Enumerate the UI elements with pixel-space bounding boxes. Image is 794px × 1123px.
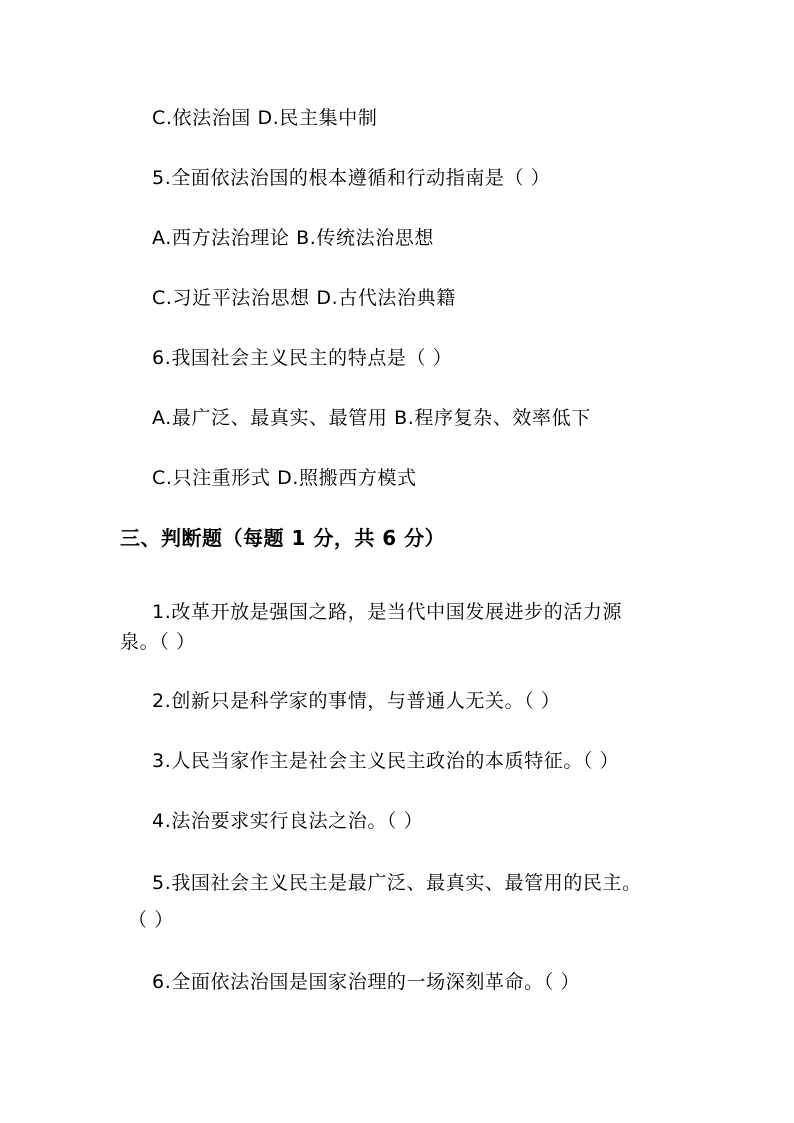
tf-item-3: 3.人民当家作主是社会主义民主政治的本质特征。（ ） (152, 750, 620, 772)
q5-options-ab: A.西方法治理论 B.传统法治思想 (152, 227, 435, 249)
tf-item-1-line2: 泉。（ ） (120, 631, 196, 653)
tf-item-2: 2.创新只是科学家的事情，与普通人无关。（ ） (152, 690, 561, 712)
q6-stem: 6.我国社会主义民主的特点是（ ） (152, 347, 453, 369)
tf-item-4: 4.法治要求实行良法之治。（ ） (152, 810, 424, 832)
tf-item-1-line1: 1.改革开放是强国之路，是当代中国发展进步的活力源 (152, 601, 623, 623)
section-heading: 三、判断题（每题 1 分，共 6 分） (120, 526, 446, 550)
q6-options-cd: C.只注重形式 D.照搬西方模式 (152, 467, 417, 489)
tf-item-5-line2: （ ） (128, 909, 174, 931)
q5-stem: 5.全面依法治国的根本遵循和行动指南是（ ） (152, 167, 551, 189)
tf-item-6: 6.全面依法治国是国家治理的一场深刻革命。（ ） (152, 971, 581, 993)
q4-options-cd: C.依法治国 D.民主集中制 (152, 107, 378, 129)
tf-item-5-line1: 5.我国社会主义民主是最广泛、最真实、最管用的民主。 (152, 872, 642, 894)
q6-options-ab: A.最广泛、最真实、最管用 B.程序复杂、效率低下 (152, 407, 591, 429)
q5-options-cd: C.习近平法治思想 D.古代法治典籍 (152, 287, 456, 309)
